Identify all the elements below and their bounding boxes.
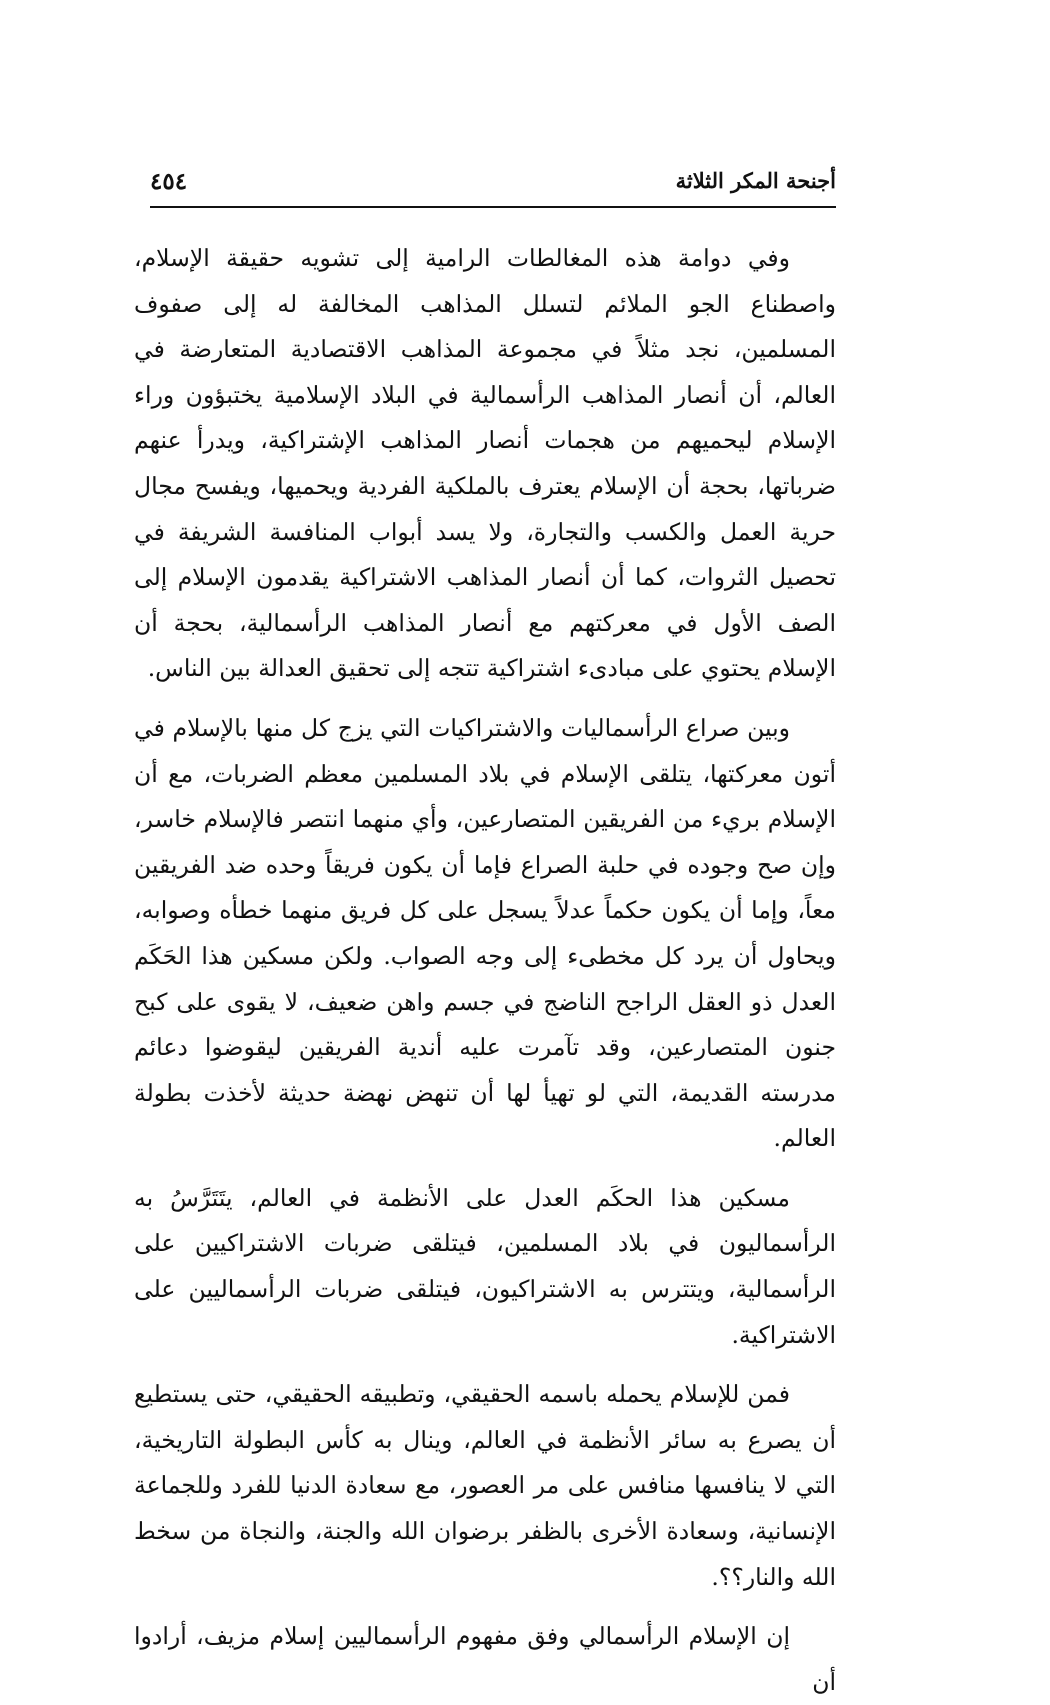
paragraph-5: إن الإسلام الرأسمالي وفق مفهوم الرأسماليين إسلام مزيف، أرادوا أن bbox=[134, 1622, 836, 1696]
paragraph-4: فمن للإسلام يحمله باسمه الحقيقي، وتطبيقه الحقيقي، حتى يستطيع أن يصرع به سائر الأنظمة في العالم، وينال به كأس البطولة التاريخية، التي لا ينافسها منافس على مر العصور، مع سعادة الدنيا للفرد وللجماعة الإنسانية، وسعادة الأخرى بالظفر برضوان الله والجنة، والنجاة من سخط الله والنار؟؟. bbox=[134, 1380, 836, 1591]
paragraph-1: وفي دوامة هذه المغالطات الرامية إلى تشويه حقيقة الإسلام، واصطناع الجو الملائم لتسلل المذاهب المخالفة له إلى صفوف المسلمين، نجد مثلاً في مجموعة المذاهب الاقتصادية المتعارضة في العالم، أن أنصار المذاهب الرأسمالية في البلاد الإسلامية يختبؤون وراء الإسلام ليحميهم من هجمات أنصار المذاهب الإشتراكية، ويدرأ عنهم ضرباتها، بحجة أن الإسلام يعترف بالملكية الفردية ويحميها، ويفسح مجال حرية العمل والكسب والتجارة، ولا يسد أبواب المنافسة الشريفة في تحصيل الثروات، كما أن أنصار المذاهب الاشتراكية يقدمون الإسلام إلى الصف الأول في معركتهم مع أنصار المذاهب الرأسمالية، بحجة أن الإسلام يحتوي على مبادىء اشتراكية تتجه إلى تحقيق العدالة بين الناس. bbox=[134, 244, 837, 683]
paragraph-3: مسكين هذا الحكَم العدل على الأنظمة في العالم، يتَتَرَّسُ به الرأسماليون في بلاد المسلمين، فيتلقى ضربات الاشتراكيين على الرأسمالية، ويتترس به الاشتراكيون، فيتلقى ضربات الرأسماليين على الاشتراكية. bbox=[134, 1183, 836, 1349]
page-header bbox=[150, 166, 836, 208]
running-title: أجنحة المكر الثلاثة bbox=[675, 168, 836, 193]
page-number: ٤٥٤ bbox=[150, 168, 188, 195]
paragraph-2: وبين صراع الرأسماليات والاشتراكيات التي يزج كل منها بالإسلام في أتون معركتها، يتلقى الإسلام في بلاد المسلمين معظم الضربات، مع أن الإسلام بريء من الفريقين المتصارعين، وأي منهما انتصر فالإسلام خاسر، وإن صح وجوده في حلبة الصراع فإما أن يكون فريقاً وحده ضد الفريقين معاً، وإما أن يكون حكماً عدلاً يسجل على كل فريق منهما خطأه وصوابه، ويحاول أن يرد كل مخطىء إلى وجه الصواب. ولكن مسكين هذا الحَكَم العدل ذو العقل الراجح الناضج في جسم واهن ضعيف، لا يقوى على كبح جنون المتصارعين، وقد تآمرت عليه أندية الفريقين ليقوضوا دعائم مدرسته القديمة، التي لو تهيأ لها أن تنهض نهضة حديثة لأخذت بطولة العالم. bbox=[134, 713, 836, 1153]
body-text bbox=[134, 236, 836, 1705]
